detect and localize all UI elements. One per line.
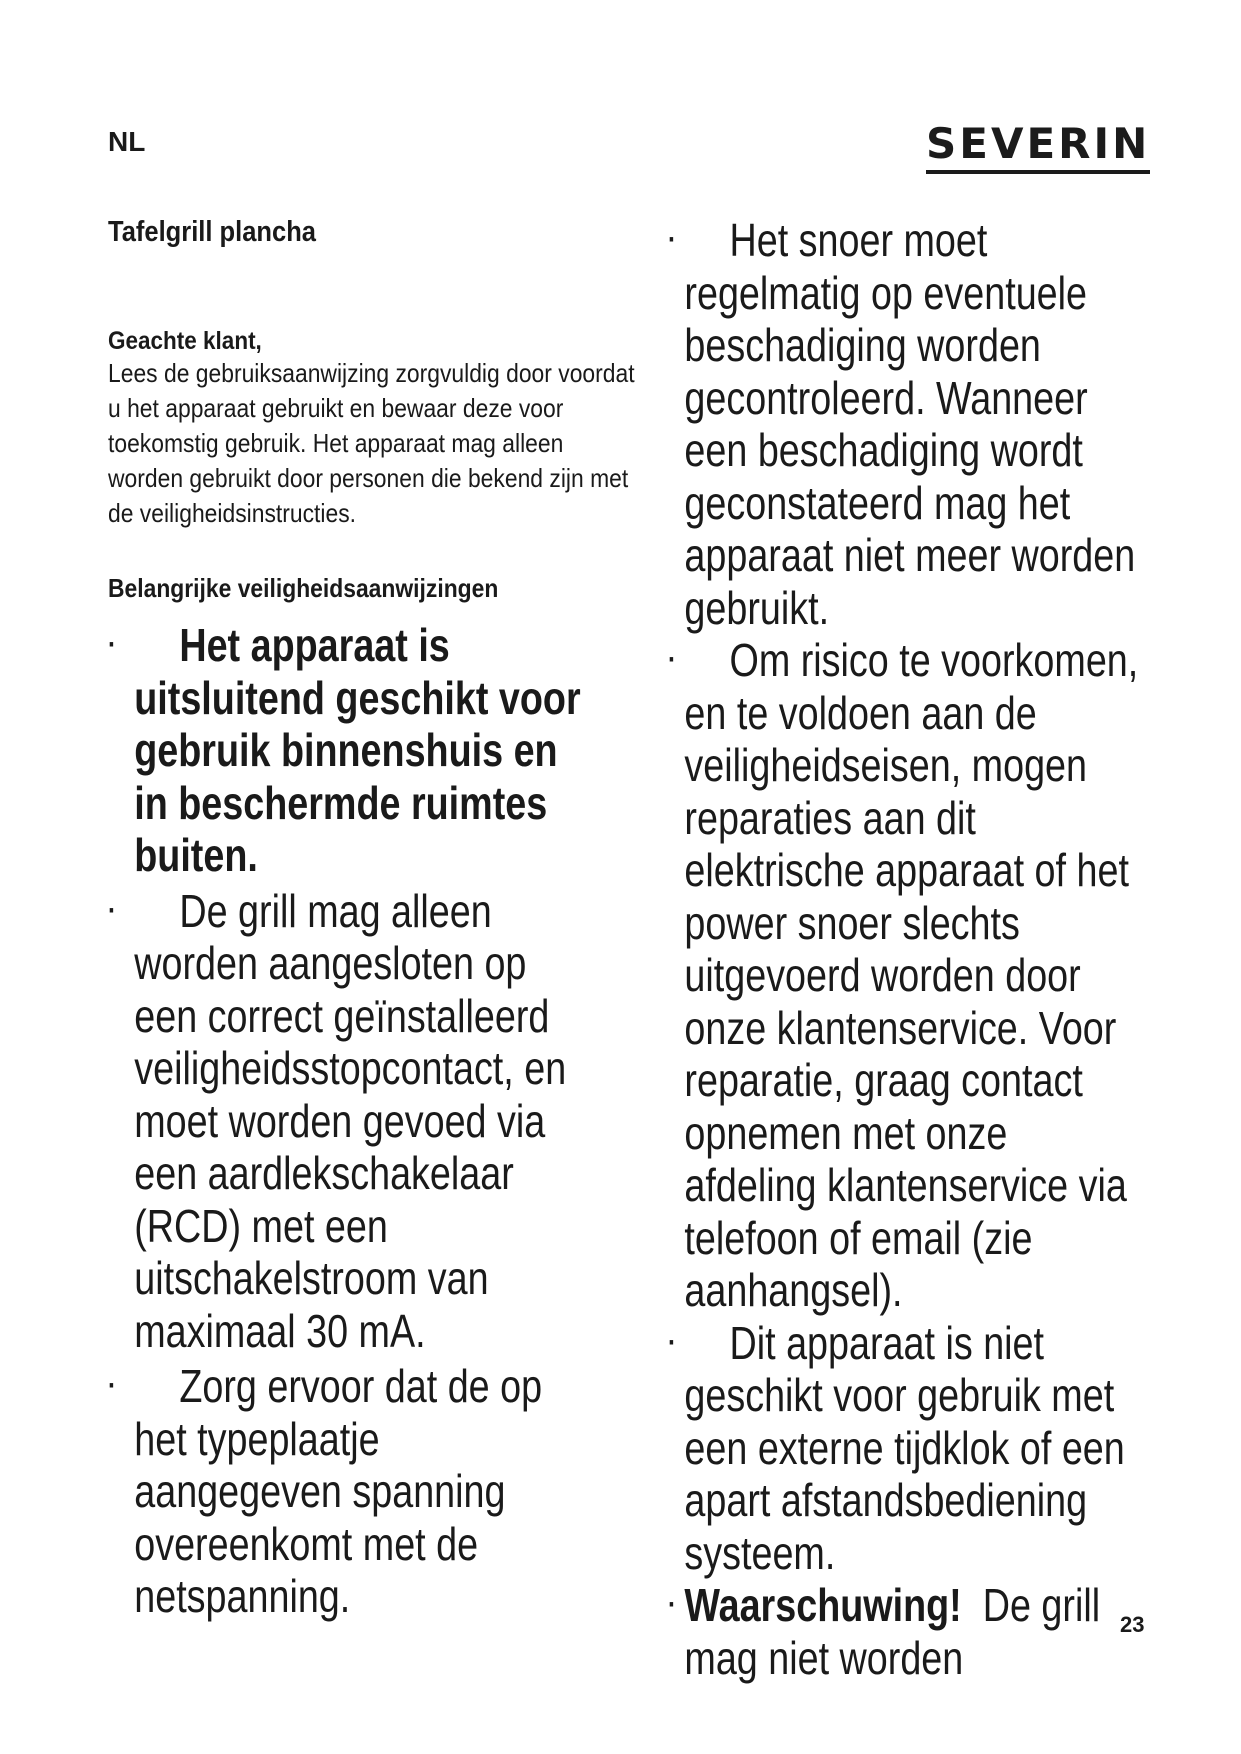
- warning-label: Waarschuwing!: [684, 1579, 962, 1631]
- safety-bullet-timer: [668, 1317, 1144, 1580]
- safety-bullet-rcd: [108, 885, 593, 1358]
- bullet-text: Het apparaat is uitsluitend geschikt voor gebruik binnenshuis en in beschermde ruimtes buiten.: [134, 619, 581, 881]
- bullet-marker: ·: [668, 223, 677, 256]
- brand-logo: SEVERIN: [926, 120, 1150, 174]
- warning-text: De grill mag niet worden: [684, 1579, 1101, 1684]
- bullet-text: Het snoer moet regelmatig op eventuele beschadiging worden gecontroleerd. Wanneer een beschadiging wordt geconstateerd mag het apparaat niet meer worden gebruikt.: [684, 214, 1136, 634]
- bullet-marker: ·: [108, 1369, 117, 1402]
- bullet-marker: ·: [108, 628, 117, 661]
- left-column: [108, 214, 648, 1623]
- salutation: Geachte klant,: [108, 327, 262, 355]
- bullet-marker: ·: [668, 643, 677, 676]
- bullet-marker: ·: [668, 1325, 677, 1359]
- right-column: [668, 214, 1228, 1684]
- bullet-text: Zorg ervoor dat de op het typeplaatje aangegeven spanning overeenkomt met de netspanning.: [134, 1360, 543, 1622]
- bullet-text: De grill mag alleen worden aangesloten op een correct geïnstalleerd veiligheidsstopcontact, en moet worden gevoed via een aardlekschakelaar (RCD) met een uitschakelstroom van maximaal 30 mA.: [134, 884, 567, 1357]
- bullet-marker: ·: [668, 1588, 677, 1621]
- safety-heading: Belangrijke veiligheidsaanwijzingen: [108, 573, 499, 603]
- safety-bullet-warning: [668, 1579, 1144, 1684]
- safety-bullet-cord-check: [668, 214, 1144, 634]
- bullet-marker: ·: [108, 893, 117, 927]
- bullet-text: Dit apparaat is niet geschikt voor gebruik met een externe tijdklok of een apart afstandsbediening systeem.: [684, 1316, 1125, 1579]
- safety-bullet-voltage: [108, 1360, 593, 1623]
- page-number: 23: [1120, 1612, 1145, 1637]
- bullet-text: Om risico te voorkomen, en te voldoen aan de veiligheidseisen, mogen reparaties aan dit elektrische apparaat of het power snoer slechts uitgevoerd worden door onze klantenservice. Voor reparatie, graag contact opnemen met onze afdeling klantenservice via telefoon of email (zie aanhangsel).: [684, 634, 1139, 1316]
- intro-paragraph: Lees de gebruiksaanwijzing zorgvuldig door voordat u het apparaat gebruikt en bewaar deze voor toekomstig gebruik. Het apparaat mag alleen worden gebruikt door personen die bekend zijn met de veiligheidsinstructies.: [108, 358, 635, 528]
- safety-bullet-repairs: [668, 634, 1144, 1317]
- safety-bullet-indoor-use: [108, 619, 593, 882]
- language-code: NL: [108, 126, 146, 157]
- document-title: Tafelgrill plancha: [108, 216, 316, 248]
